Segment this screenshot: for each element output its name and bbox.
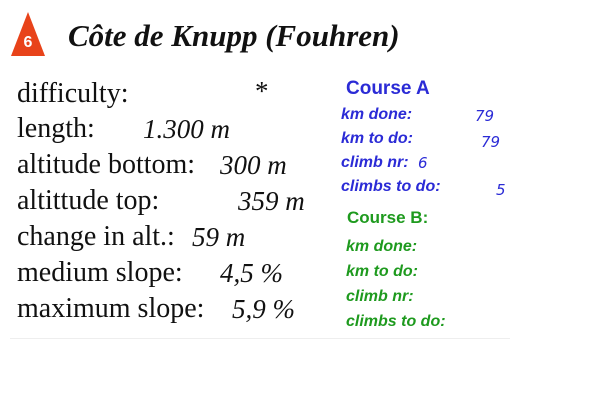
- course-a-heading: Course A: [346, 78, 430, 99]
- climb-badge: [11, 12, 45, 56]
- stat-label-maximum-slope: maximum slope:: [17, 293, 205, 324]
- stat-value-altitude-bottom: 300 m: [220, 150, 287, 180]
- stat-label-change-in-alt: change in alt.:: [17, 221, 175, 252]
- course-a-climbs-to-do-value: 5: [496, 181, 506, 199]
- stat-value-length: 1.300 m: [143, 114, 230, 144]
- course-b-climbs-to-do-label: climbs to do:: [346, 313, 446, 330]
- stat-value-difficulty: *: [255, 76, 269, 106]
- course-a-km-done-value: 79: [475, 107, 495, 125]
- course-a-climb-nr-value: 6: [418, 154, 428, 172]
- course-a-climb-nr-label: climb nr:: [341, 154, 409, 171]
- stat-label-difficulty: difficulty:: [17, 78, 129, 109]
- course-b-climb-nr-label: climb nr:: [346, 288, 414, 305]
- stat-value-change-in-alt: 59 m: [192, 222, 246, 252]
- course-a-km-to-do-label: km to do:: [341, 130, 413, 147]
- stat-value-maximum-slope: 5,9 %: [232, 294, 295, 324]
- course-a-km-done-label: km done:: [341, 106, 413, 123]
- divider: [10, 338, 510, 339]
- course-b-km-done-label: km done:: [346, 238, 418, 255]
- stat-value-medium-slope: 4,5 %: [220, 258, 283, 288]
- stat-label-altitude-top: altittude top:: [17, 185, 160, 216]
- course-b-km-to-do-label: km to do:: [346, 263, 418, 280]
- stat-value-altitude-top: 359 m: [238, 186, 305, 216]
- climb-number: 6: [23, 34, 33, 51]
- stat-label-length: length:: [17, 113, 95, 144]
- page-title: Côte de Knupp (Fouhren): [68, 18, 400, 53]
- course-b-heading: Course B:: [347, 208, 429, 227]
- course-a-km-to-do-value: 79: [481, 133, 501, 151]
- course-a-climbs-to-do-label: climbs to do:: [341, 178, 441, 195]
- stat-label-medium-slope: medium slope:: [17, 257, 183, 288]
- stat-label-altitude-bottom: altitude bottom:: [17, 149, 196, 180]
